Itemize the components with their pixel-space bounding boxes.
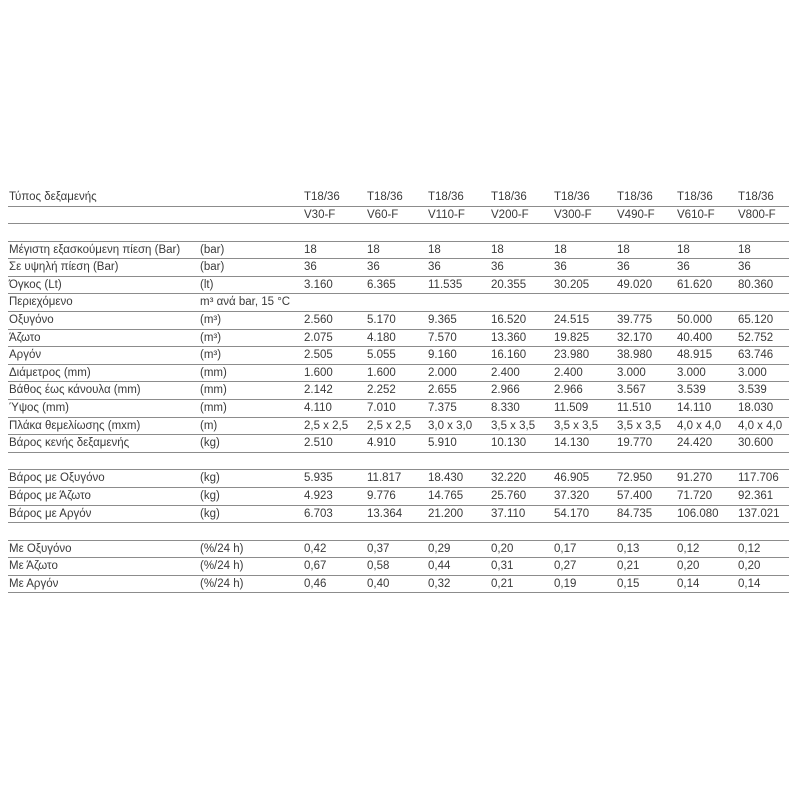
row-value: 18	[617, 243, 630, 256]
table-row	[8, 365, 789, 383]
row-value: 4.110	[304, 401, 332, 414]
table-row	[8, 488, 789, 506]
row-value: 36	[367, 261, 380, 274]
row-value: 2.400	[491, 366, 520, 379]
row-value: 4,0 x 4,0	[677, 419, 722, 432]
row-value: 3.567	[617, 384, 646, 397]
model-name: V30-F	[304, 209, 336, 221]
row-value: 10.130	[491, 437, 527, 450]
row-label: Διάμετρος (mm)	[9, 366, 91, 379]
row-value: 18.430	[428, 472, 464, 485]
model-series: T18/36	[617, 191, 653, 203]
table-row	[8, 259, 789, 277]
row-value: 0,20	[738, 560, 761, 573]
row-unit: (m³)	[200, 331, 222, 344]
row-value: 24.420	[677, 437, 713, 450]
group-evaporation	[8, 541, 789, 594]
row-value: 18.030	[738, 401, 774, 414]
row-label: Βάρος με Οξυγόνο	[9, 472, 105, 485]
group-specs	[8, 242, 789, 453]
row-label: Όγκος (Lt)	[9, 278, 62, 291]
row-value: 57.400	[617, 489, 653, 502]
row-unit: m³ ανά bar, 15 °C	[200, 296, 291, 309]
row-label: Βάθος έως κάνουλα (mm)	[9, 384, 141, 397]
row-value: 18	[428, 243, 441, 256]
table-row	[8, 558, 789, 576]
row-unit: (%/24 h)	[200, 542, 244, 555]
row-value: 5.935	[304, 472, 333, 485]
row-value: 0,37	[367, 542, 390, 555]
row-value: 0,15	[617, 577, 640, 590]
row-unit: (kg)	[200, 472, 220, 485]
row-value: 49.020	[617, 278, 653, 291]
table-row	[8, 506, 789, 524]
row-value: 0,32	[428, 577, 451, 590]
table-row	[8, 400, 789, 418]
row-value: 92.361	[738, 489, 774, 502]
row-value: 7.375	[428, 401, 457, 414]
row-label: Μέγιστη εξασκούμενη πίεση (Bar)	[9, 243, 181, 256]
row-value: 19.825	[554, 331, 590, 344]
table-row	[8, 435, 789, 453]
row-value: 8.330	[491, 401, 520, 414]
row-value: 0,67	[304, 560, 327, 573]
row-value: 3.000	[677, 366, 706, 379]
row-value: 16.160	[491, 349, 527, 362]
row-value: 3,5 x 3,5	[554, 419, 599, 432]
row-label: Βάρος με Άζωτο	[9, 489, 91, 502]
row-label: Σε υψηλή πίεση (Bar)	[9, 261, 119, 274]
row-value: 2,5 x 2,5	[304, 419, 349, 432]
spacer-row	[8, 453, 789, 471]
row-unit: (m)	[200, 419, 218, 432]
group-weights	[8, 470, 789, 523]
row-value: 38.980	[617, 349, 653, 362]
row-unit: (kg)	[200, 507, 220, 520]
row-unit: (%/24 h)	[200, 560, 244, 573]
row-value: 0,31	[491, 560, 514, 573]
table-row	[8, 242, 789, 260]
row-value: 54.170	[554, 507, 590, 520]
model-series: T18/36	[304, 191, 340, 203]
model-name: V490-F	[617, 209, 655, 221]
row-value: 19.770	[617, 437, 653, 450]
row-value: 18	[677, 243, 690, 256]
row-value: 3,5 x 3,5	[491, 419, 536, 432]
table-row	[8, 347, 789, 365]
row-value: 50.000	[677, 313, 713, 326]
row-value: 2.655	[428, 384, 457, 397]
row-value: 3,0 x 3,0	[428, 419, 473, 432]
spacer-row	[8, 523, 789, 541]
row-label: Ύψος (mm)	[9, 401, 69, 414]
row-value: 84.735	[617, 507, 653, 520]
row-unit: (kg)	[200, 437, 220, 450]
row-value: 0,42	[304, 542, 327, 555]
row-label: Βάρος με Αργόν	[9, 507, 92, 520]
row-value: 14.110	[677, 401, 712, 414]
row-value: 46.905	[554, 472, 590, 485]
row-value: 3.539	[738, 384, 767, 397]
table-row	[8, 382, 789, 400]
model-name: V200-F	[491, 209, 529, 221]
row-label: Πλάκα θεμελίωσης (mxm)	[9, 419, 141, 432]
table-row	[8, 470, 789, 488]
row-value: 0,29	[428, 542, 451, 555]
row-value: 117.706	[738, 472, 779, 485]
header-row-type	[8, 189, 789, 207]
row-value: 36	[617, 261, 630, 274]
row-value: 11.817	[367, 472, 402, 485]
row-value: 2.966	[554, 384, 583, 397]
row-value: 36	[491, 261, 504, 274]
row-value: 14.130	[554, 437, 590, 450]
row-value: 18	[738, 243, 751, 256]
row-value: 37.110	[491, 507, 526, 520]
row-label: Βάρος κενής δεξαμενής	[9, 437, 130, 450]
row-value: 80.360	[738, 278, 774, 291]
row-value: 2.505	[304, 349, 333, 362]
row-label: Με Άζωτο	[9, 560, 58, 573]
model-series: T18/36	[491, 191, 527, 203]
spacer-row	[8, 224, 789, 242]
row-value: 6.365	[367, 278, 396, 291]
row-unit: (mm)	[200, 366, 227, 379]
row-value: 4.910	[367, 437, 396, 450]
table-row	[8, 576, 789, 594]
row-value: 9.776	[367, 489, 396, 502]
row-unit: (bar)	[200, 261, 225, 274]
header-row-model	[8, 207, 789, 224]
row-value: 36	[428, 261, 441, 274]
row-value: 0,21	[617, 560, 640, 573]
row-label: Περιεχόμενο	[9, 296, 73, 309]
row-value: 0,12	[738, 542, 761, 555]
row-label: Με Οξυγόνο	[9, 542, 72, 555]
row-value: 14.765	[428, 489, 464, 502]
row-value: 0,12	[677, 542, 700, 555]
row-value: 6.703	[304, 507, 333, 520]
row-value: 0,46	[304, 577, 327, 590]
row-value: 2.252	[367, 384, 396, 397]
table-row	[8, 294, 789, 312]
row-value: 11.509	[554, 401, 589, 414]
row-value: 0,40	[367, 577, 390, 590]
row-value: 2,5 x 2,5	[367, 419, 412, 432]
row-value: 106.080	[677, 507, 719, 520]
model-series: T18/36	[738, 191, 774, 203]
row-value: 36	[738, 261, 751, 274]
row-value: 36	[554, 261, 567, 274]
row-value: 2.075	[304, 331, 333, 344]
row-value: 36	[304, 261, 317, 274]
row-value: 9.160	[428, 349, 457, 362]
row-value: 3.160	[304, 278, 333, 291]
row-value: 23.980	[554, 349, 590, 362]
row-value: 2.000	[428, 366, 457, 379]
row-value: 18	[304, 243, 317, 256]
row-value: 1.600	[304, 366, 333, 379]
row-value: 3.539	[677, 384, 706, 397]
row-label: Οξυγόνο	[9, 313, 54, 326]
table-row	[8, 277, 789, 295]
model-name: V610-F	[677, 209, 715, 221]
spec-table	[8, 189, 789, 593]
row-value: 0,14	[738, 577, 761, 590]
model-name: V110-F	[428, 209, 465, 221]
row-value: 4.923	[304, 489, 333, 502]
row-value: 7.010	[367, 401, 396, 414]
row-value: 24.515	[554, 313, 590, 326]
row-unit: (kg)	[200, 489, 220, 502]
table-row	[8, 312, 789, 330]
table-row	[8, 418, 789, 436]
row-value: 0,20	[677, 560, 700, 573]
row-value: 0,58	[367, 560, 390, 573]
row-value: 11.535	[428, 278, 463, 291]
row-value: 3.000	[617, 366, 646, 379]
row-label: Με Αργόν	[9, 577, 59, 590]
row-value: 91.270	[677, 472, 713, 485]
row-value: 39.775	[617, 313, 653, 326]
row-value: 61.620	[677, 278, 713, 291]
row-unit: (m³)	[200, 349, 222, 362]
row-value: 30.600	[738, 437, 774, 450]
row-value: 0,20	[491, 542, 514, 555]
model-series: T18/36	[428, 191, 464, 203]
row-value: 3.000	[738, 366, 767, 379]
row-value: 11.510	[617, 401, 652, 414]
row-value: 13.360	[491, 331, 527, 344]
row-value: 32.170	[617, 331, 653, 344]
row-value: 72.950	[617, 472, 653, 485]
row-unit: (mm)	[200, 384, 227, 397]
row-value: 4,0 x 4,0	[738, 419, 783, 432]
row-value: 25.760	[491, 489, 527, 502]
row-value: 0,13	[617, 542, 640, 555]
row-value: 0,19	[554, 577, 577, 590]
row-value: 36	[677, 261, 690, 274]
row-value: 2.510	[304, 437, 333, 450]
table-row	[8, 541, 789, 559]
model-name: V800-F	[738, 209, 776, 221]
row-value: 21.200	[428, 507, 464, 520]
row-value: 0,27	[554, 560, 577, 573]
row-unit: (%/24 h)	[200, 577, 244, 590]
row-value: 63.746	[738, 349, 774, 362]
row-value: 16.520	[491, 313, 527, 326]
row-value: 2.560	[304, 313, 333, 326]
row-value: 7.570	[428, 331, 457, 344]
model-series: T18/36	[677, 191, 713, 203]
row-value: 5.170	[367, 313, 396, 326]
row-value: 48.915	[677, 349, 713, 362]
header-label: Τύπος δεξαμενής	[9, 191, 97, 203]
model-series: T18/36	[367, 191, 403, 203]
row-value: 5.055	[367, 349, 396, 362]
row-value: 52.752	[738, 331, 774, 344]
row-value: 0,17	[554, 542, 577, 555]
row-value: 37.320	[554, 489, 590, 502]
row-value: 9.365	[428, 313, 457, 326]
row-value: 40.400	[677, 331, 713, 344]
row-value: 2.400	[554, 366, 583, 379]
row-value: 13.364	[367, 507, 403, 520]
table-row	[8, 330, 789, 348]
row-value: 20.355	[491, 278, 527, 291]
row-value: 2.142	[304, 384, 333, 397]
row-value: 0,14	[677, 577, 700, 590]
row-unit: (mm)	[200, 401, 227, 414]
row-value: 18	[554, 243, 567, 256]
row-value: 18	[367, 243, 380, 256]
row-unit: (bar)	[200, 243, 225, 256]
row-unit: (m³)	[200, 313, 222, 326]
model-series: T18/36	[554, 191, 590, 203]
model-name: V60-F	[367, 209, 399, 221]
row-value: 4.180	[367, 331, 396, 344]
row-value: 137.021	[738, 507, 780, 520]
row-unit: (lt)	[200, 278, 214, 291]
row-value: 0,21	[491, 577, 514, 590]
row-value: 0,44	[428, 560, 451, 573]
row-value: 2.966	[491, 384, 520, 397]
row-value: 30.205	[554, 278, 590, 291]
row-value: 71.720	[677, 489, 713, 502]
row-label: Άζωτο	[9, 331, 41, 344]
row-value: 32.220	[491, 472, 527, 485]
model-name: V300-F	[554, 209, 592, 221]
row-value: 5.910	[428, 437, 457, 450]
row-label: Αργόν	[9, 349, 42, 362]
row-value: 18	[491, 243, 504, 256]
row-value: 3,5 x 3,5	[617, 419, 662, 432]
row-value: 65.120	[738, 313, 774, 326]
row-value: 1.600	[367, 366, 396, 379]
